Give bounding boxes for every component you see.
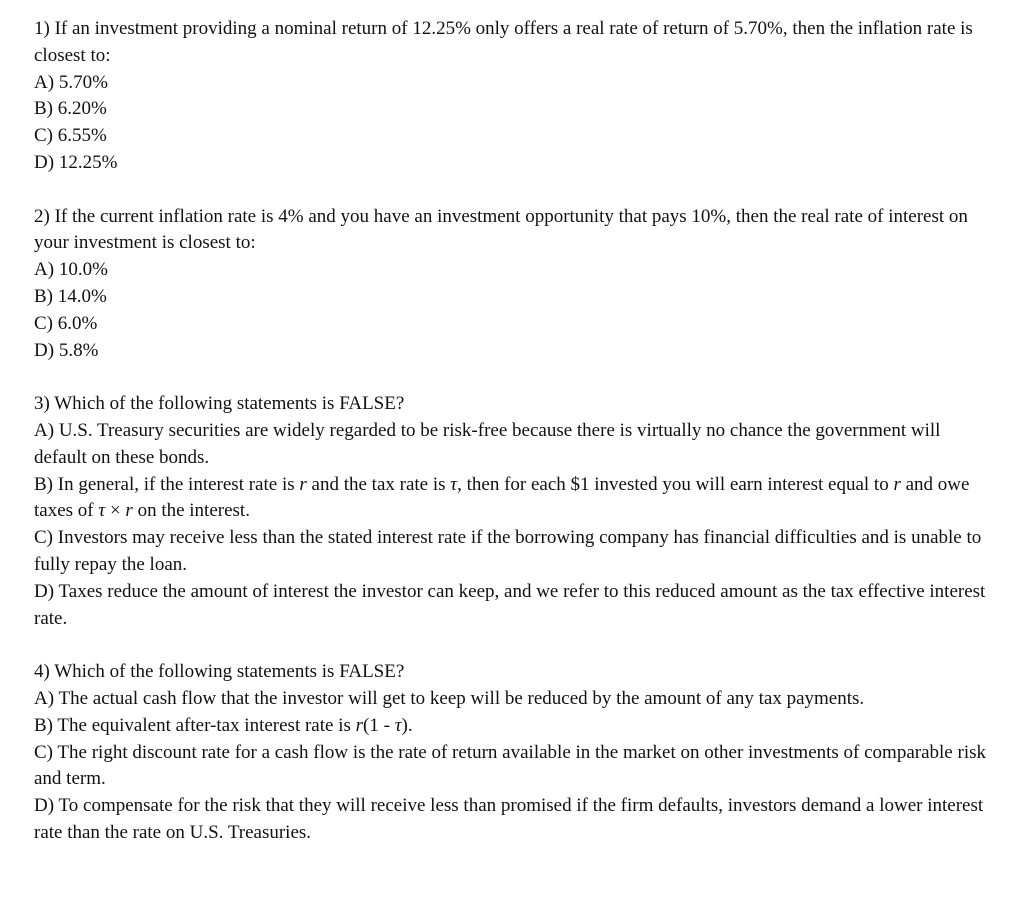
option-b: B) In general, if the interest rate is r and the tax rate is τ, then for each $1 invested you will earn interest equal to r and owe taxes of τ × r on the interest. — [34, 473, 970, 522]
option-c: C) The right discount rate for a cash flow is the rate of return available in the market on other investments of comparable risk and term. — [34, 741, 986, 790]
question-2 — [34, 204, 994, 365]
math-tau: τ — [394, 714, 402, 736]
option-d: D) Taxes reduce the amount of interest the investor can keep, and we refer to this reduced amount as the tax effective interest rate. — [34, 580, 986, 629]
math-r: r — [299, 473, 307, 495]
question-stem — [34, 16, 994, 70]
option-a: A) The actual cash flow that the investor will get to keep will be reduced by the amount of any tax payments. — [34, 687, 865, 709]
option-c: C) 6.55% — [34, 125, 107, 147]
option-a: A) 10.0% — [34, 259, 108, 281]
option-d: D) 12.25% — [34, 151, 118, 173]
question-number: 4) — [34, 661, 50, 683]
option-a: A) 5.70% — [34, 71, 108, 93]
option-d: D) 5.8% — [34, 339, 99, 361]
math-tau: τ — [450, 473, 458, 495]
option-c: C) 6.0% — [34, 312, 98, 334]
option-b: B) 6.20% — [34, 98, 107, 120]
math-tau: τ — [98, 500, 106, 522]
question-stem — [34, 391, 994, 418]
math-r: r — [125, 500, 133, 522]
question-1 — [34, 16, 994, 177]
question-number: 1) — [34, 18, 50, 39]
question-4 — [34, 659, 994, 847]
question-stem — [34, 204, 994, 258]
math-r: r — [355, 714, 364, 736]
option-d: D) To compensate for the risk that they will receive less than promised if the firm defaults, investors demand a lower interest rate than the rate on U.S. Treasuries. — [34, 795, 984, 843]
option-b: B) The equivalent after-tax interest rate is r(1 - τ). — [34, 714, 413, 736]
question-number: 2) — [34, 205, 50, 227]
option-c: C) Investors may receive less than the stated interest rate if the borrowing company has financial difficulties and is unable to fully repay the loan. — [34, 527, 982, 575]
question-number: 3) — [34, 393, 50, 415]
question-text: Which of the following statements is FALSE? — [54, 393, 405, 415]
question-text: If the current inflation rate is 4% and you have an investment opportunity that pays 10%, then the real rate of interest on your investment is closest to: — [34, 205, 968, 254]
question-text: If an investment providing a nominal return of 12.25% only offers a real rate of return of 5.70%, then the inflation rate is closest to: — [34, 18, 973, 66]
question-3 — [34, 391, 994, 632]
question-stem — [34, 659, 994, 686]
math-r: r — [893, 473, 901, 495]
document-body — [34, 16, 994, 874]
option-b: B) 14.0% — [34, 285, 107, 307]
option-a: A) U.S. Treasury securities are widely regarded to be risk-free because there is virtually no chance the government will default on these bonds. — [34, 419, 941, 468]
question-text: Which of the following statements is FALSE? — [54, 661, 405, 683]
